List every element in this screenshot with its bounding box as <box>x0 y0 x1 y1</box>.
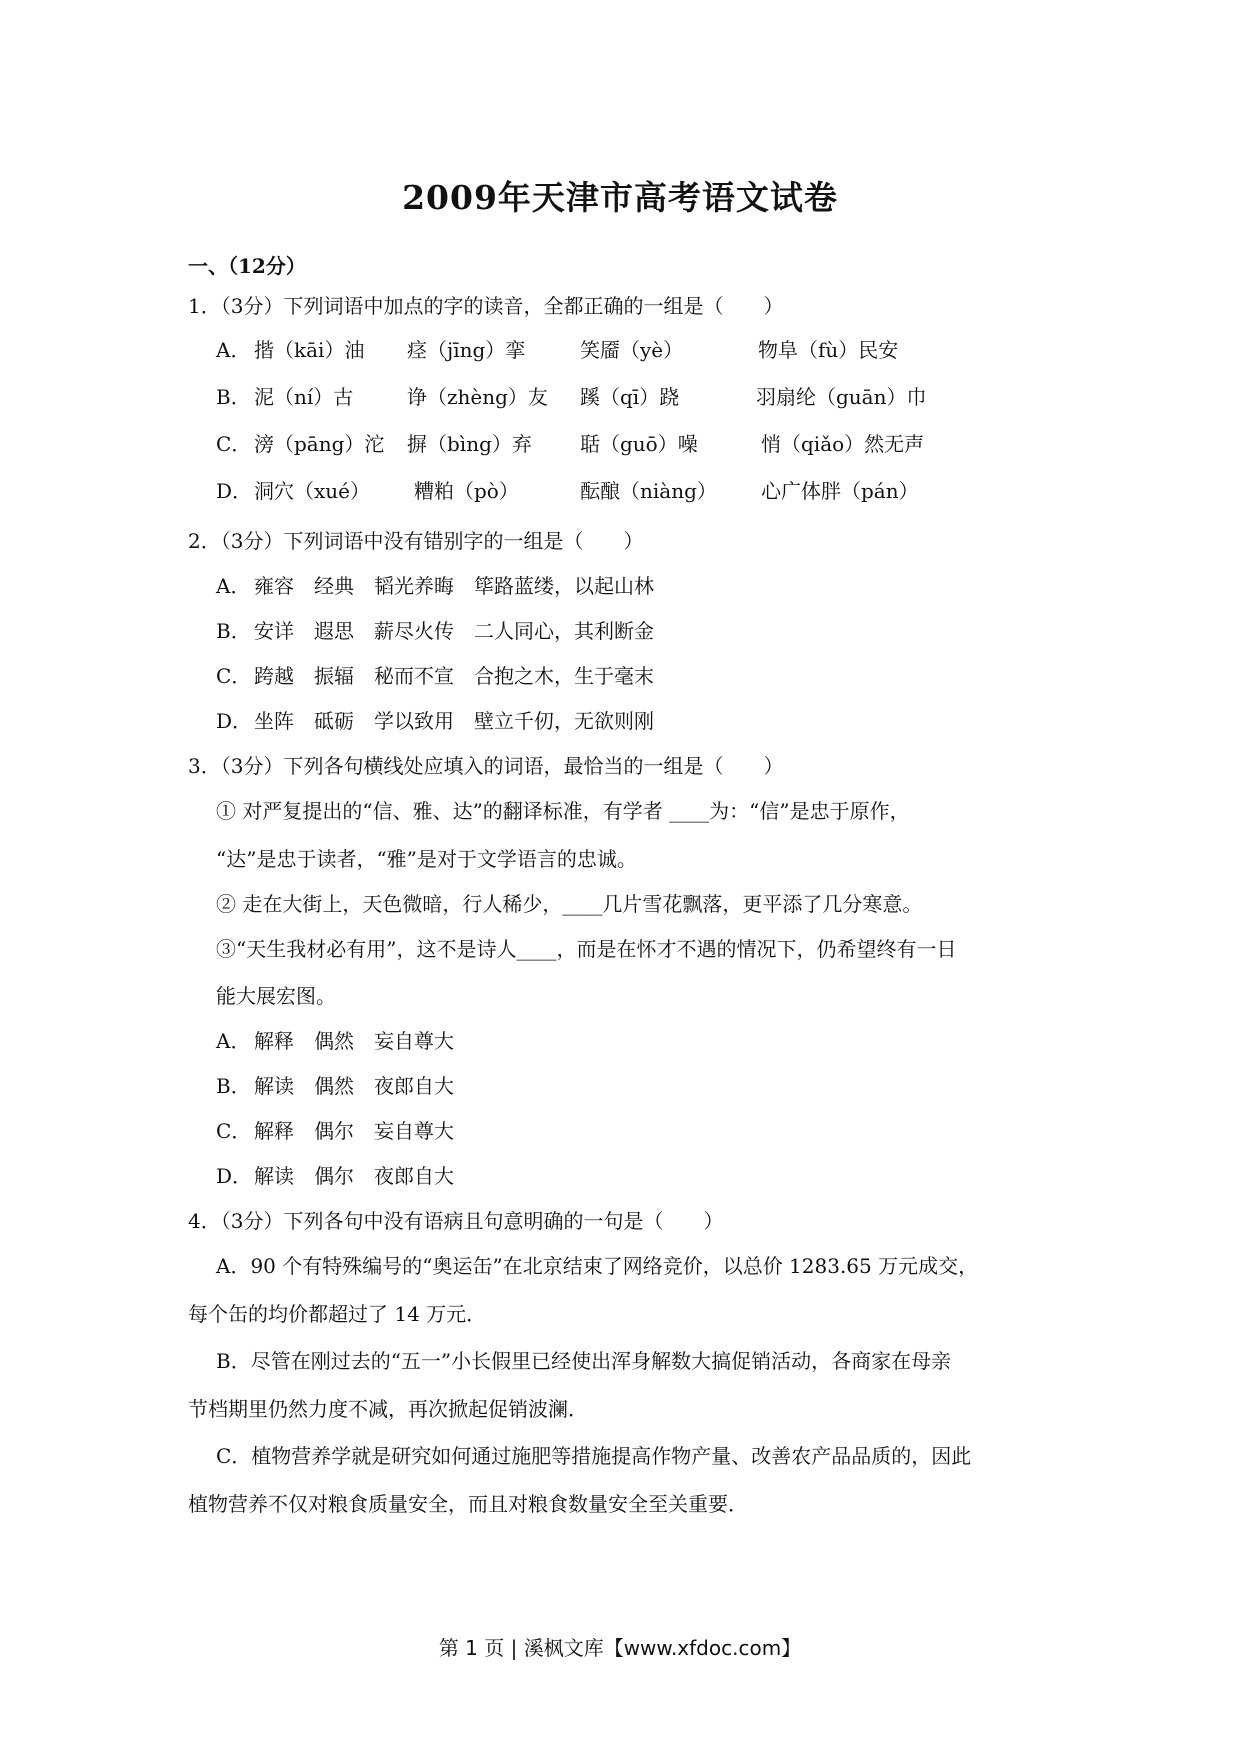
option-label: D． <box>216 479 253 503</box>
question-4-option-c: C．植物营养学就是研究如何通过施肥等措施提高作物产量、改善农产品品质的，因此 <box>216 1444 972 1468</box>
option-item: 心广体胖（pán） <box>761 479 919 503</box>
question-3-sentence-3-cont: 能大展宏图。 <box>216 984 336 1008</box>
option-label: C． <box>216 1119 252 1143</box>
option-item: 糟粕（pò） <box>414 479 519 503</box>
option-label: B． <box>216 619 251 643</box>
option-label: B． <box>216 385 251 409</box>
question-3-sentence-3: ③“天生我材必有用”，这不是诗人____，而是在怀才不遇的情况下，仍希望终有一日 <box>216 937 957 961</box>
option-item: 物阜（fù）民安 <box>758 338 899 362</box>
page-footer: 第 1 页 | 溪枫文库【www.xfdoc.com】 <box>438 1636 802 1660</box>
question-3-sentence-2: ② 走在大街上，天色微暗，行人稀少，____几片雪花飘落，更平添了几分寒意。 <box>216 892 923 916</box>
option-item: 酝酿（niàng） <box>580 479 717 503</box>
option-item: 泥（ní）古 <box>254 385 354 409</box>
option-item: 聒（guō）噪 <box>580 432 698 456</box>
option-label: C． <box>216 432 252 456</box>
option-item: 揩（kāi）油 <box>254 338 365 362</box>
question-4-option-c-cont: 植物营养不仅对粮食质量安全，而且对粮食数量安全至关重要． <box>188 1492 748 1516</box>
option-text: 坐阵 砥砺 学以致用 壁立千仞，无欲则刚 <box>254 709 654 733</box>
option-item: 摒（bìng）弃 <box>407 432 532 456</box>
option-text: 跨越 振辐 秘而不宣 合抱之木，生于毫末 <box>254 664 654 688</box>
option-label: B． <box>216 1074 251 1098</box>
option-label: A． <box>216 338 251 362</box>
question-4-option-b: B．尽管在刚过去的“五一”小长假里已经使出浑身解数大搞促销活动，各商家在母亲 <box>216 1349 952 1373</box>
option-text: 解读 偶尔 夜郎自大 <box>254 1164 454 1188</box>
option-label: A． <box>216 574 251 598</box>
option-text: 解释 偶然 妄自尊大 <box>254 1029 454 1053</box>
option-label: D． <box>216 1164 253 1188</box>
option-label: D． <box>216 709 253 733</box>
option-text: 雍容 经典 韬光养晦 筚路蓝缕，以起山林 <box>254 574 654 598</box>
option-item: 悄（qiǎo）然无声 <box>761 432 925 456</box>
option-item: 笑靥（yè） <box>580 338 684 362</box>
option-item: 蹊（qī）跷 <box>580 385 680 409</box>
option-item: 洞穴（xué） <box>254 479 370 503</box>
question-4-stem: 4．（3分）下列各句中没有语病且句意明确的一句是（ ） <box>188 1209 724 1233</box>
option-text: 解读 偶然 夜郎自大 <box>254 1074 454 1098</box>
question-2-stem: 2．（3分）下列词语中没有错别字的一组是（ ） <box>188 529 644 553</box>
option-item: 痉（jīng）挛 <box>407 338 526 362</box>
section-heading: 一、（12分） <box>188 254 306 278</box>
question-3-sentence-1-cont: “达”是忠于读者，“雅”是对于文学语言的忠诚。 <box>216 847 637 871</box>
page-title: 2009年天津市高考语文试卷 <box>402 178 838 217</box>
question-4-option-a: A．90 个有特殊编号的“奥运缶”在北京结束了网络竞价，以总价 1283.65 万元成交， <box>216 1254 979 1278</box>
option-label: C． <box>216 664 252 688</box>
question-3-sentence-1: ① 对严复提出的“信、雅、达”的翻译标准，有学者 ____为：“信”是忠于原作， <box>216 799 910 823</box>
option-text: 安详 遐思 薪尽火传 二人同心，其利断金 <box>254 619 654 643</box>
question-1-stem: 1．（3分）下列词语中加点的字的读音，全都正确的一组是（ ） <box>188 294 784 318</box>
option-item: 羽扇纶（guān）巾 <box>756 385 927 409</box>
option-label: A． <box>216 1029 251 1053</box>
option-text: 解释 偶尔 妄自尊大 <box>254 1119 454 1143</box>
question-4-option-b-cont: 节档期里仍然力度不减，再次掀起促销波澜． <box>188 1397 588 1421</box>
option-item: 诤（zhèng）友 <box>407 385 548 409</box>
option-item: 滂（pāng）沱 <box>254 432 385 456</box>
question-4-option-a-cont: 每个缶的均价都超过了 14 万元． <box>188 1302 487 1326</box>
question-3-stem: 3．（3分）下列各句横线处应填入的词语，最恰当的一组是（ ） <box>188 754 784 778</box>
